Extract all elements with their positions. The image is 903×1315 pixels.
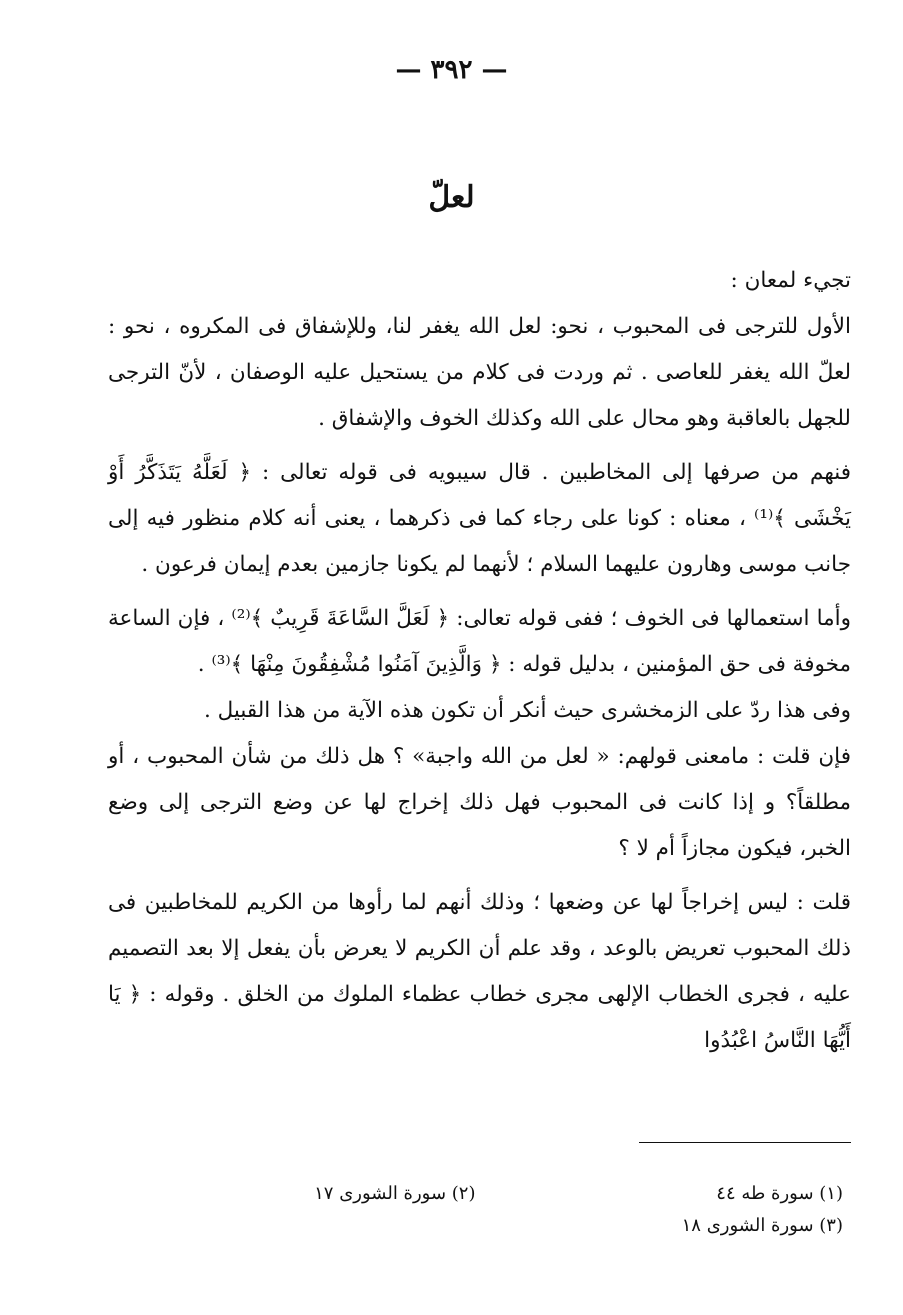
paragraph-intro: تجيء لمعان :	[730, 268, 851, 293]
paragraph-1: الأول للترجى فى المحبوب ، نحو: لعل الله يغفر لنا، وللإشفاق فى المكروه ، نحو : لعلّ الله يغفر للعاصى . ثم وردت فى كلام من يستحيل عليه الوصفان ، لأنّ الترجى للجهل بالعاقبة وهو محال على الله وكذلك الخوف والإشفاق .	[108, 314, 851, 431]
section-heading: لعلّ	[428, 180, 475, 215]
paragraph-6: قلت : ليس إخراجاً لها عن وضعها ؛ وذلك أنهم لما رأوها من الكريم للمخاطبين فى ذلك المحبوب تعريض بالوعد ، وقد علم أن الكريم لا يعرض بأن يفعل إلا بعد التصميم عليه ، فجرى الخطاب الإلهى مجرى خطاب عظماء الملوك من الخلق . وقوله : ﴿ يَا أَيُّهَا النَّاسُ اعْبُدُوا	[108, 890, 851, 1053]
body-text	[108, 258, 851, 1064]
footnote-1: (١) سورة طه ٤٤	[716, 1183, 843, 1204]
footnotes	[108, 1178, 843, 1242]
paragraph-2: فنهم من صرفها إلى المخاطبين . قال سيبويه فى قوله تعالى : ﴿ لَعَلَّهُ يَتَذَكَّرُ أَوْ يَخْشَى ﴾⁽¹⁾ ، معناه : كونا على رجاء كما فى ذكرهما ، يعنى أنه كلام منظور فيه إلى جانب موسى وهارون عليهما السلام ؛ لأنهما لم يكونا جازمين بعدم إيمان فرعون .	[108, 460, 851, 577]
footnote-3: (٣) سورة الشورى ١٨	[681, 1215, 843, 1236]
footnote-row	[108, 1178, 843, 1210]
paragraph-4: وفى هذا ردّ على الزمخشرى حيث أنكر أن تكون هذه الآية من هذا القبيل .	[203, 698, 851, 723]
page-number: — ٣٩٢ —	[395, 55, 508, 85]
footnote-row	[108, 1210, 843, 1242]
footnote-divider	[639, 1142, 851, 1143]
paragraph-5: فإن قلت : مامعنى قولهم: « لعل من الله واجبة» ؟ هل ذلك من شأن المحبوب ، أو مطلقاً؟ و إذا كانت فى المحبوب فهل ذلك إخراج لها عن وضع الترجى إلى وضع الخبر، فيكون مجازاً أم لا ؟	[108, 744, 851, 861]
paragraph-3: وأما استعمالها فى الخوف ؛ ففى قوله تعالى: ﴿ لَعَلَّ السَّاعَةَ قَرِيبٌ ﴾⁽²⁾ ، فإن الساعة مخوفة فى حق المؤمنين ، بدليل قوله : ﴿ وَالَّذِينَ آمَنُوا مُشْفِقُونَ مِنْهَا ﴾⁽³⁾ .	[108, 606, 851, 677]
footnote-2: (٢) سورة الشورى ١٧	[314, 1183, 476, 1204]
